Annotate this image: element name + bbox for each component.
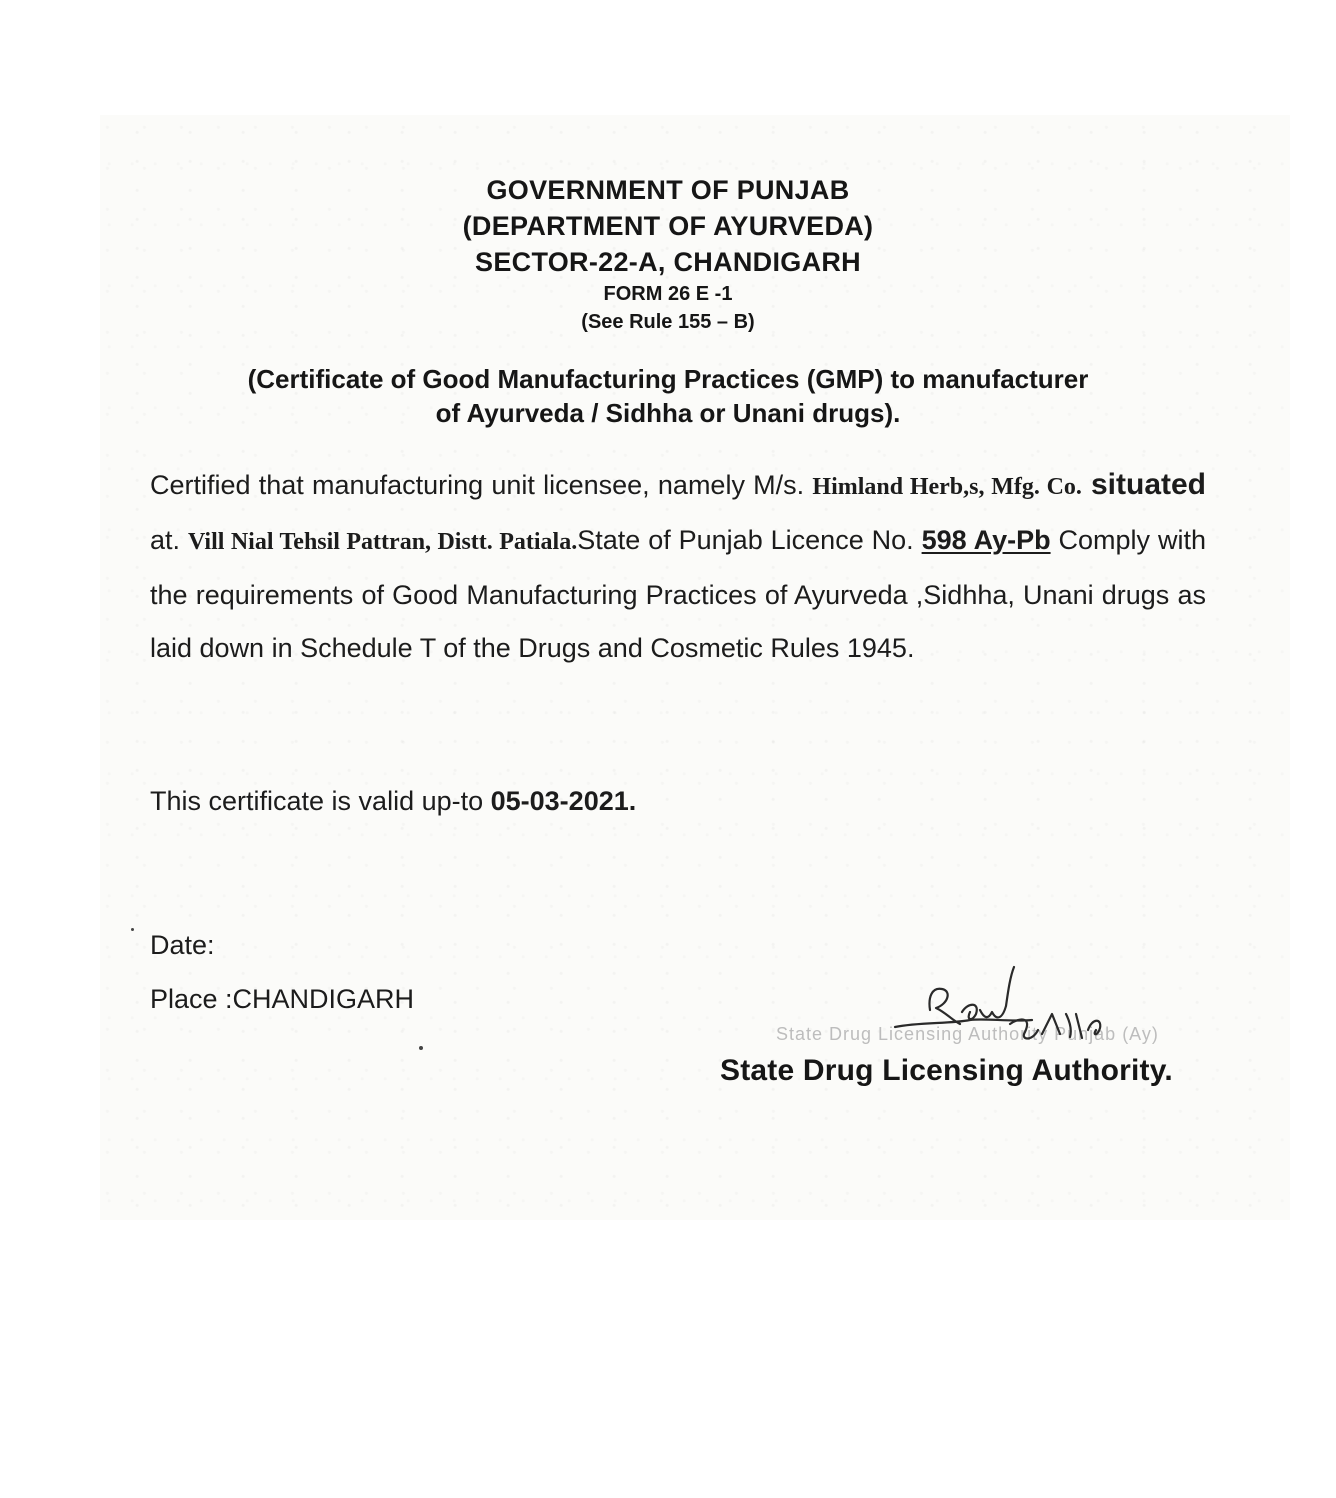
validity-prefix: This certificate is valid up-to — [150, 786, 491, 816]
handwritten-signature — [770, 962, 1230, 1062]
date-label: Date: — [150, 930, 215, 960]
certificate-subtitle — [150, 362, 1186, 430]
ink-speck — [419, 1046, 423, 1050]
body-part-2: at. — [150, 525, 188, 555]
certificate-body — [150, 458, 1206, 675]
header-department: (DEPARTMENT OF AYURVEDA) — [462, 211, 874, 241]
validity-statement — [150, 786, 636, 817]
licensee-name: Himland Herb,s, Mfg. Co. — [812, 474, 1082, 500]
header-form-number: FORM 26 E -1 — [603, 283, 733, 305]
subtitle-line-2: of Ayurveda / Sidhha or Unani drugs). — [435, 398, 901, 428]
body-part-4: Comply with the requirements of Good Manufacturing Practices of Ayurveda ,Sidhha, Unani drugs as laid down in Schedule T of the Drugs and Cosmetic Rules 1945. — [150, 525, 1206, 663]
faint-stamp-text: State Drug Licensing Authority Punjab (Ay) — [776, 1024, 1159, 1044]
ink-speck — [131, 928, 134, 931]
body-part-1: Certified that manufacturing unit licensee, namely M/s. — [150, 470, 813, 500]
header-address: SECTOR-22-A, CHANDIGARH — [475, 247, 861, 277]
validity-date: 05-03-2021. — [490, 786, 637, 816]
licensee-address: Vill Nial Tehsil Pattran, Distt. Patiala. — [187, 529, 578, 555]
licence-number: 598 Ay-Pb — [921, 525, 1051, 555]
place-label: Place :CHANDIGARH — [150, 984, 415, 1014]
state-drug-licensing-authority: State Drug Licensing Authority. — [720, 1054, 1173, 1087]
subtitle-line-1: (Certificate of Good Manufacturing Practices (GMP) to manufacturer — [247, 364, 1089, 394]
body-situated: situated — [1081, 468, 1207, 501]
header-rule-reference: (See Rule 155 – B) — [581, 311, 755, 333]
body-part-3: State of Punjab Licence No. — [577, 525, 922, 555]
header-government: GOVERNMENT OF PUNJAB — [486, 175, 850, 205]
